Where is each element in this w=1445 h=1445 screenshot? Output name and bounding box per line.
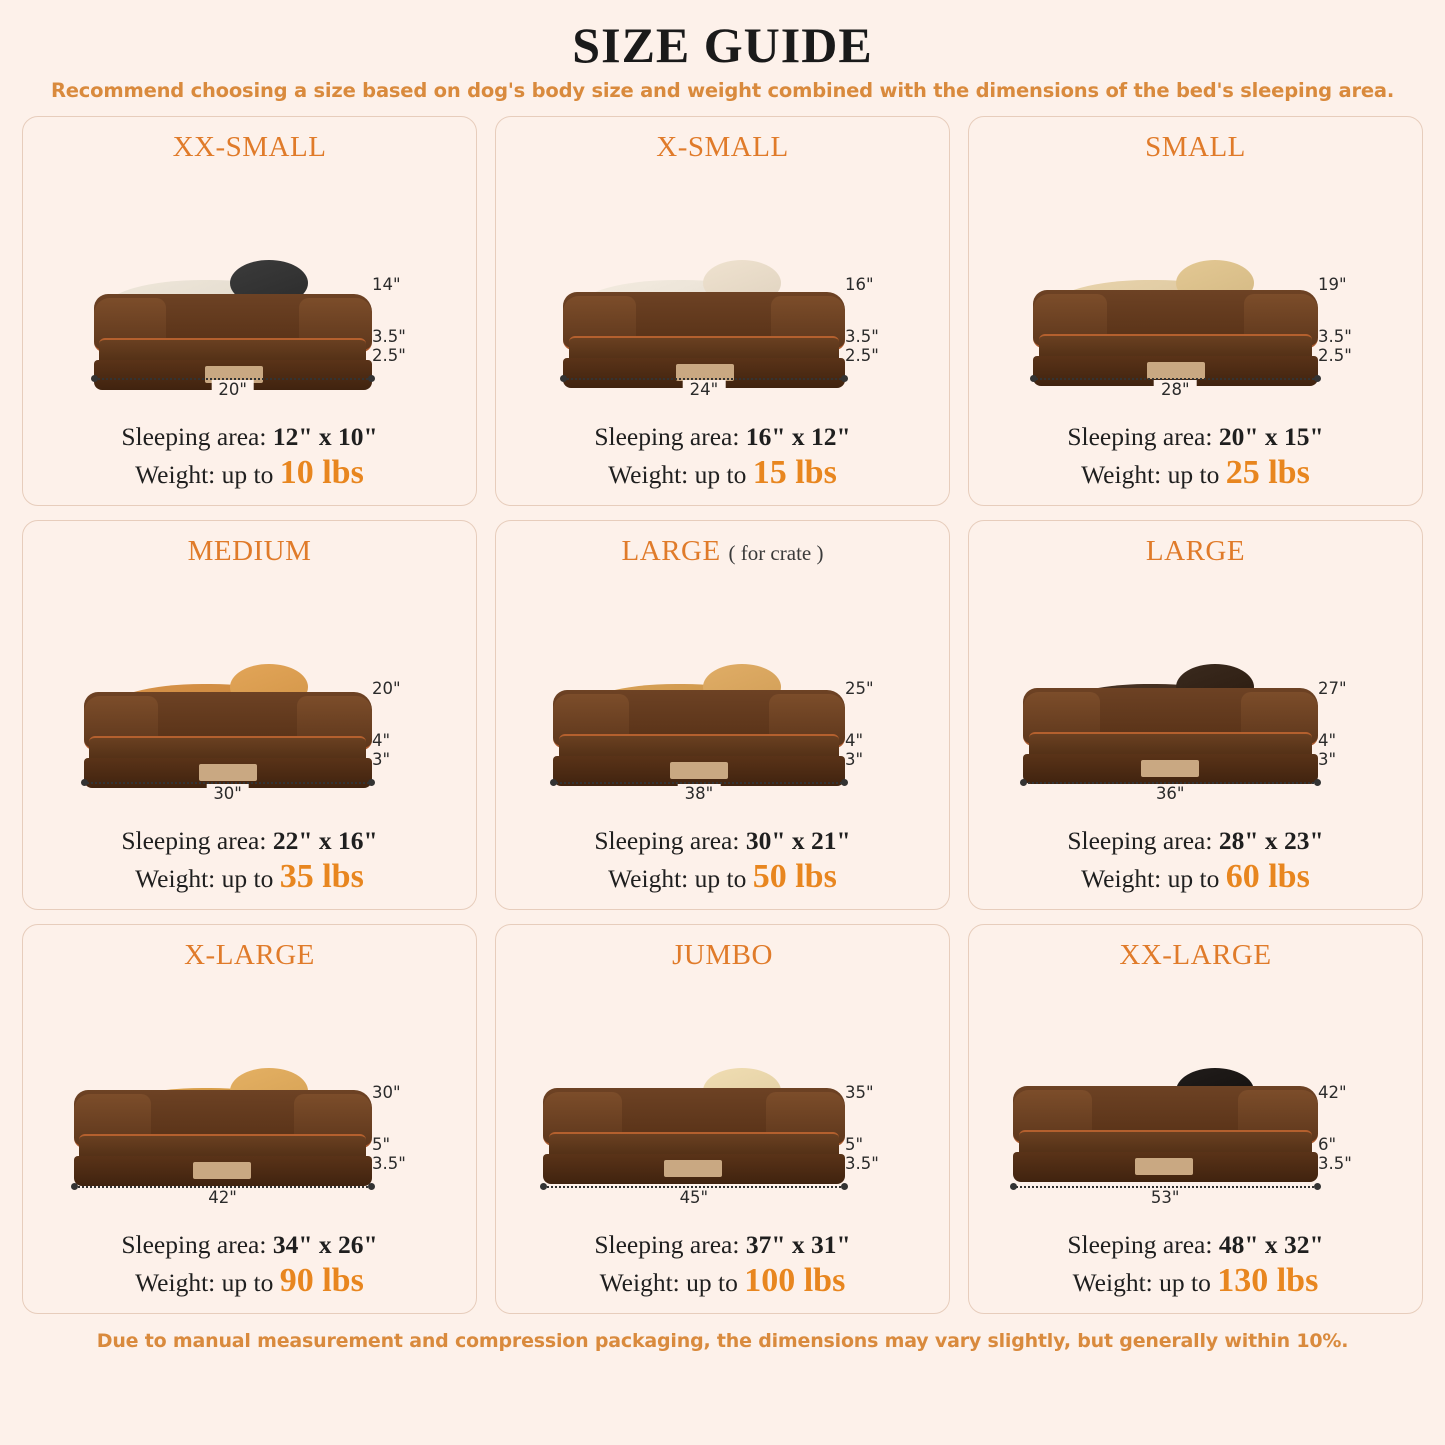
brand-tag: [664, 1160, 722, 1177]
depth-dimension: 35": [845, 1083, 874, 1103]
width-cap-right: [1314, 1183, 1321, 1190]
size-name: LARGE: [621, 535, 721, 567]
dimension-callouts: [1318, 680, 1404, 768]
width-dimension-line: [94, 378, 372, 400]
page-title: SIZE GUIDE: [572, 17, 873, 73]
size-card-x-large-6: [22, 924, 477, 1314]
dimension-callouts: [1318, 1084, 1404, 1172]
bed-illustration: [985, 166, 1406, 420]
bolster-height-dimension: 5": [845, 1134, 864, 1154]
dimension-callouts: [845, 680, 931, 768]
weight-line: [33, 859, 466, 895]
dog-bed-graphic: [563, 292, 844, 380]
width-dimension-line: [84, 782, 372, 804]
size-specs: [506, 824, 939, 895]
dog-bed-graphic: [1023, 688, 1318, 784]
sleeping-area-label: Sleeping area:: [121, 1230, 273, 1260]
weight-line: [979, 859, 1412, 895]
size-specs: [506, 420, 939, 491]
sleeping-area-label: Sleeping area:: [1067, 1230, 1219, 1260]
width-dimension: 24": [683, 380, 726, 399]
weight-line: [979, 1263, 1412, 1299]
width-dimension-line: [74, 1186, 372, 1208]
bolster-height-dimension: 4": [372, 730, 391, 750]
sleeping-area-label: Sleeping area:: [1067, 422, 1219, 452]
page-subtitle: Recommend choosing a size based on dog's body size and weight combined with the dimensions of the bed's sleeping area.: [50, 79, 1395, 102]
base-height-dimension: 3.5": [845, 1154, 879, 1173]
size-card-xx-large-8: [968, 924, 1423, 1314]
size-specs: [506, 1228, 939, 1299]
sleeping-area-line: [506, 1230, 939, 1260]
depth-dimension: 27": [1318, 679, 1347, 699]
size-card-title: [506, 131, 939, 164]
sleeping-area-value: 48" x 32": [1218, 1230, 1324, 1260]
width-dimension-line: [1013, 1186, 1318, 1208]
sleeping-area-line: [33, 826, 466, 856]
sleeping-area-value: 20" x 15": [1218, 422, 1324, 452]
width-dimension: 28": [1154, 380, 1197, 399]
weight-value: 60 lbs: [1225, 858, 1310, 896]
bolster-height-dimension: 6": [1318, 1134, 1337, 1154]
size-name: MEDIUM: [187, 535, 312, 567]
depth-dimension: 42": [1318, 1083, 1347, 1103]
size-card-x-small-1: [495, 116, 950, 506]
sleeping-area-value: 30" x 21": [745, 826, 851, 856]
weight-label: Weight:: [135, 864, 222, 894]
size-card-jumbo-7: [495, 924, 950, 1314]
dog-bed-graphic: [1033, 290, 1318, 380]
size-note: ( for crate ): [728, 541, 824, 565]
size-card-medium-3: [22, 520, 477, 910]
depth-dimension: 30": [372, 1083, 401, 1103]
size-name: JUMBO: [672, 939, 773, 971]
size-card-title: [33, 535, 466, 568]
size-name: X-SMALL: [656, 131, 789, 163]
bolster-height-dimension: 4": [1318, 730, 1337, 750]
size-card-title: [979, 131, 1412, 164]
weight-value: 15 lbs: [752, 454, 837, 492]
base-height-dimension: 2.5": [1318, 346, 1352, 365]
bolster-height-dimension: 3.5": [372, 326, 406, 346]
weight-upto-label: up to: [686, 1268, 745, 1298]
size-card-title: [506, 535, 939, 568]
weight-label: Weight:: [1081, 864, 1168, 894]
sleeping-area-line: [979, 1230, 1412, 1260]
size-card-title: [979, 535, 1412, 568]
size-specs: [979, 1228, 1412, 1299]
width-dimension: 38": [678, 784, 721, 803]
weight-label: Weight:: [608, 460, 695, 490]
weight-line: [506, 455, 939, 491]
sleeping-area-line: [506, 826, 939, 856]
base-height-dimension: 3": [372, 750, 391, 769]
size-card-title: [33, 939, 466, 972]
weight-label: Weight:: [135, 1268, 222, 1298]
weight-line: [506, 1263, 939, 1299]
size-card-small-2: [968, 116, 1423, 506]
width-cap-left: [540, 1183, 547, 1190]
brand-tag: [1135, 1158, 1193, 1175]
sleeping-area-label: Sleeping area:: [121, 422, 273, 452]
dog-bed-graphic: [1013, 1086, 1318, 1188]
brand-tag: [1147, 362, 1205, 379]
width-cap-right: [841, 375, 848, 382]
weight-label: Weight:: [599, 1268, 687, 1298]
width-dimension: 20": [211, 380, 254, 399]
size-name: LARGE: [1145, 535, 1246, 567]
width-cap-left: [1030, 375, 1037, 382]
width-cap-right: [368, 1183, 375, 1190]
dimension-callouts: [845, 276, 931, 364]
size-specs: [33, 420, 466, 491]
sleeping-area-value: 22" x 16": [272, 826, 378, 856]
base-height-dimension: 2.5": [845, 346, 879, 365]
width-dimension-line: [543, 1186, 844, 1208]
brand-tag: [193, 1162, 251, 1179]
width-dimension-line: [563, 378, 844, 400]
sleeping-area-line: [33, 1230, 466, 1260]
weight-upto-label: up to: [221, 460, 280, 490]
dimension-callouts: [372, 680, 458, 768]
weight-value: 130 lbs: [1217, 1262, 1319, 1300]
weight-upto-label: up to: [1159, 1268, 1218, 1298]
bed-illustration: [39, 570, 460, 824]
size-card-large-5: [968, 520, 1423, 910]
bed-illustration: [985, 570, 1406, 824]
weight-value: 100 lbs: [744, 1262, 846, 1300]
width-dimension-line: [1033, 378, 1318, 400]
weight-value: 50 lbs: [752, 858, 837, 896]
size-name: XX-LARGE: [1119, 939, 1272, 971]
sleeping-area-line: [979, 826, 1412, 856]
width-dimension-line: [553, 782, 844, 804]
width-cap-left: [81, 779, 88, 786]
width-dimension: 45": [673, 1188, 716, 1207]
weight-upto-label: up to: [221, 864, 280, 894]
depth-dimension: 16": [845, 275, 874, 295]
weight-upto-label: up to: [1167, 864, 1226, 894]
depth-dimension: 20": [372, 679, 401, 699]
dog-bed-graphic: [543, 1088, 844, 1188]
dimension-callouts: [1318, 276, 1404, 364]
weight-upto-label: up to: [694, 460, 753, 490]
size-specs: [979, 420, 1412, 491]
weight-label: Weight:: [1072, 1268, 1160, 1298]
bed-illustration: [512, 166, 933, 420]
sleeping-area-label: Sleeping area:: [1067, 826, 1219, 856]
sleeping-area-value: 34" x 26": [272, 1230, 378, 1260]
sleeping-area-label: Sleeping area:: [594, 422, 746, 452]
size-name: SMALL: [1145, 131, 1246, 163]
dog-bed-graphic: [84, 692, 372, 784]
brand-tag: [1141, 760, 1199, 777]
brand-tag: [670, 762, 728, 779]
bolster-height-dimension: 5": [372, 1134, 391, 1154]
sleeping-area-value: 16" x 12": [745, 422, 851, 452]
dog-bed-graphic: [74, 1090, 372, 1188]
weight-value: 10 lbs: [279, 454, 364, 492]
bed-illustration: [39, 166, 460, 420]
size-card-title: [979, 939, 1412, 972]
width-dimension-line: [1023, 782, 1318, 804]
depth-dimension: 14": [372, 275, 401, 295]
bed-illustration: [39, 974, 460, 1228]
width-cap-right: [841, 779, 848, 786]
weight-line: [33, 455, 466, 491]
size-name: XX-SMALL: [172, 131, 327, 163]
width-cap-right: [368, 779, 375, 786]
weight-value: 25 lbs: [1225, 454, 1310, 492]
size-specs: [33, 824, 466, 895]
weight-upto-label: up to: [1167, 460, 1226, 490]
width-cap-right: [841, 1183, 848, 1190]
base-height-dimension: 3.5": [372, 1154, 406, 1173]
size-card-xx-small-0: [22, 116, 477, 506]
width-cap-right: [368, 375, 375, 382]
size-card-large-4: [495, 520, 950, 910]
width-dimension: 30": [206, 784, 249, 803]
bolster-height-dimension: 3.5": [1318, 326, 1352, 346]
bed-illustration: [512, 974, 933, 1228]
width-cap-left: [560, 375, 567, 382]
sleeping-area-line: [979, 422, 1412, 452]
size-card-grid: [22, 116, 1423, 1314]
weight-line: [506, 859, 939, 895]
size-card-title: [33, 131, 466, 164]
dimension-callouts: [372, 1084, 458, 1172]
sleeping-area-line: [506, 422, 939, 452]
width-cap-left: [1010, 1183, 1017, 1190]
sleeping-area-value: 37" x 31": [745, 1230, 851, 1260]
depth-dimension: 25": [845, 679, 874, 699]
weight-label: Weight:: [608, 864, 695, 894]
dimension-callouts: [372, 276, 458, 364]
size-card-title: [506, 939, 939, 972]
weight-line: [33, 1263, 466, 1299]
width-dimension: 36": [1149, 784, 1192, 803]
bed-illustration: [512, 570, 933, 824]
base-height-dimension: 3": [1318, 750, 1337, 769]
base-height-dimension: 3.5": [1318, 1154, 1352, 1173]
width-cap-left: [91, 375, 98, 382]
sleeping-area-label: Sleeping area:: [121, 826, 273, 856]
width-cap-left: [71, 1183, 78, 1190]
width-dimension: 42": [201, 1188, 244, 1207]
size-specs: [33, 1228, 466, 1299]
dog-bed-graphic: [94, 294, 372, 380]
size-name: X-LARGE: [184, 939, 315, 971]
width-cap-left: [1020, 779, 1027, 786]
sleeping-area-label: Sleeping area:: [594, 826, 746, 856]
sleeping-area-line: [33, 422, 466, 452]
weight-line: [979, 455, 1412, 491]
dimension-callouts: [845, 1084, 931, 1172]
depth-dimension: 19": [1318, 275, 1347, 295]
sleeping-area-value: 28" x 23": [1218, 826, 1324, 856]
width-cap-right: [1314, 375, 1321, 382]
weight-label: Weight:: [1081, 460, 1168, 490]
weight-upto-label: up to: [694, 864, 753, 894]
brand-tag: [199, 764, 257, 781]
width-cap-left: [550, 779, 557, 786]
sleeping-area-label: Sleeping area:: [594, 1230, 746, 1260]
disclaimer-note: Due to manual measurement and compression packaging, the dimensions may vary slightly, but generally within 10%.: [96, 1330, 1349, 1352]
bed-illustration: [985, 974, 1406, 1228]
weight-value: 90 lbs: [279, 1262, 364, 1300]
bolster-height-dimension: 4": [845, 730, 864, 750]
weight-label: Weight:: [135, 460, 222, 490]
width-dimension: 53": [1144, 1188, 1187, 1207]
width-cap-right: [1314, 779, 1321, 786]
base-height-dimension: 3": [845, 750, 864, 769]
weight-value: 35 lbs: [279, 858, 364, 896]
sleeping-area-value: 12" x 10": [272, 422, 378, 452]
bolster-height-dimension: 3.5": [845, 326, 879, 346]
size-specs: [979, 824, 1412, 895]
base-height-dimension: 2.5": [372, 346, 406, 365]
dog-bed-graphic: [553, 690, 844, 784]
weight-upto-label: up to: [221, 1268, 280, 1298]
